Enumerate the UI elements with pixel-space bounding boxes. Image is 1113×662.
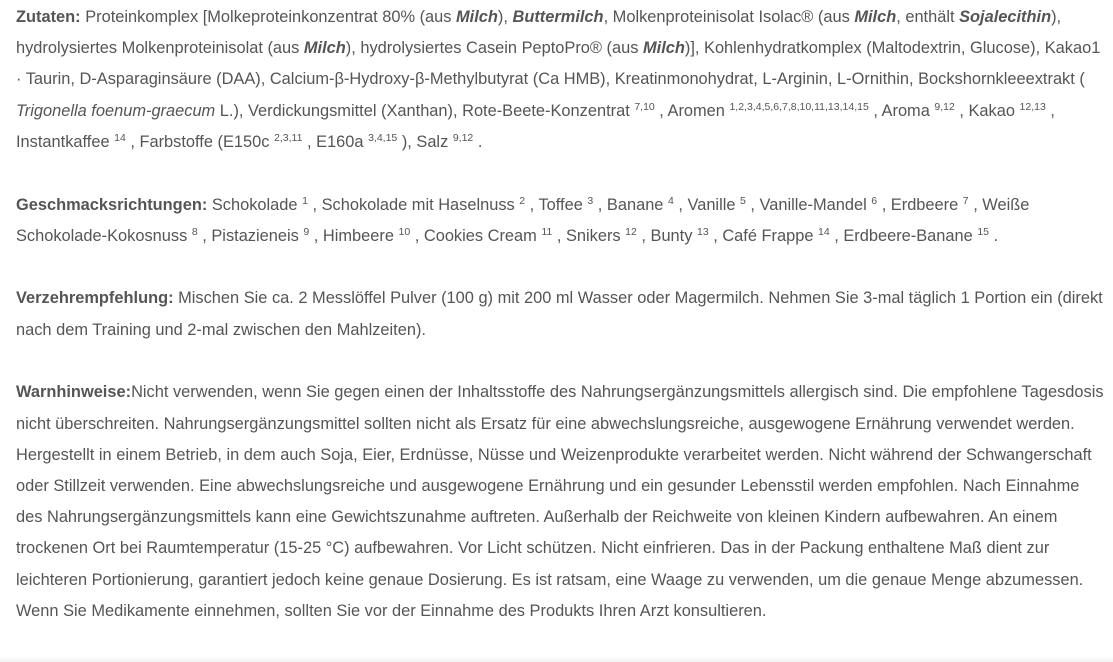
product-description [16, 2, 1108, 658]
allergen-buttermilch: Buttermilch [512, 8, 604, 26]
flavor-item: , Vanille-Mandel [745, 195, 872, 214]
footnote-ref: 2 [519, 194, 526, 207]
footnote-ref: 3 [587, 194, 594, 207]
ingredients-text: ), hydrolysiertes Casein PeptoPro® (aus [345, 39, 643, 58]
ingredients-paragraph [16, 2, 1108, 158]
dosage-text: Mischen Sie ca. 2 Messlöffel Pulver (100 g) mit 200 ml Wasser oder Magermilch. Nehmen Sie 3-mal täglich 1 Portion ein (direkt nach dem Training und 2-mal zwischen den Mahlzeiten). [16, 289, 1103, 339]
flavor-item: , Vanille [673, 195, 741, 214]
flavor-item: , Pistazieneis [197, 226, 304, 245]
flavor-item: , Erdbeere [877, 195, 963, 214]
ingredients-text: , Kakao [954, 101, 1020, 120]
footnote-ref: 15 [977, 225, 989, 238]
ingredients-text: L.), Verdickungsmittel (Xanthan), Rote-Beete-Konzentrat [215, 101, 635, 120]
flavor-item: , Banane [593, 195, 668, 214]
warnings-text: Nicht verwenden, wenn Sie gegen einen der Inhaltsstoffe des Nahrungsergänzungsmittels allergisch sind. Die empfohlene Tagesdosis nicht überschreiten. Nahrungsergänzungsmittel sollten nicht als Ersatz für eine abwechslungsreiche, ausgewogene Ernährung verwendet werden. Hergestellt in einem Betrieb, in dem auch Soja, Eier, Erdnüsse, Nüsse und Weizenprodukte verarbeitet werden. Nicht während der Schwangerschaft oder Stillzeit verwenden. Eine abwechslungsreiche und ausgewogene Ernährung und ein gesunder Lebensstil werden empfohlen. Nach Einnahme des Nahrungsergänzungsmittels kann eine Gewichtszunahme auftreten. Außerhalb der Reichweite von kleinen Kindern aufbewahren. An einem trockenen Ort bei Raumtemperatur (15-25 °C) aufbewahren. Vor Licht schützen. Nicht einfrieren. Das in der Packung enthaltene Maß dient zur leichteren Portionierung, garantiert jedoch keine genaue Dosierung. Es ist ratsam, eine Waage zu verwenden, um die genaue Menge abzumessen. Wenn Sie Medikamente einnehmen, sollten Sie vor der Einnahme des Produkts Ihren Arzt konsultieren. [16, 383, 1104, 620]
ingredients-text: , Farbstoffe (E150c [125, 132, 275, 151]
footnote-ref: 11 [541, 225, 553, 238]
ingredients-text: , Aroma [868, 101, 935, 120]
ingredients-text: , Aromen [654, 101, 730, 120]
flavors-paragraph [16, 190, 1108, 252]
flavors-end: . [989, 226, 999, 245]
footnote-ref: 1 [302, 194, 308, 207]
allergen-milch: Milch [303, 39, 346, 58]
flavor-item: , Toffee [525, 195, 588, 214]
ingredients-label: Zutaten: [16, 8, 81, 26]
footnote-ref: 14 [818, 225, 830, 238]
ingredients-text: Proteinkomplex [Molkeproteinkonzentrat 80% (aus [80, 8, 457, 26]
flavors-label: Geschmacksrichtungen: [16, 195, 208, 214]
allergen-milch: Milch [456, 8, 498, 26]
allergen-sojalecithin: Sojalecithin [959, 8, 1052, 26]
flavor-item: Schokolade [207, 195, 303, 214]
footnote-ref: 1,2,3,4,5,6,7,8,10,11,13,14,15 [729, 100, 869, 113]
footnote-ref: 9,12 [934, 100, 955, 113]
ingredients-text: )], Kohlenhydratkomplex (Maltodextrin, Glucose), Kakao1 · Taurin, D-Asparaginsäure (DAA), Calcium-β-Hydroxy-β-Methylbutyrat (Ca HMB), Kreatinmonohydrat, L-Arginin, L-Ornithin, Bockshornkleeextrakt ( [16, 39, 1101, 89]
dosage-label: Verzehrempfehlung: [16, 289, 174, 308]
ingredients-text: , E160a [302, 132, 369, 151]
footnote-ref: 7 [962, 194, 969, 207]
bottom-divider [0, 656, 1113, 662]
footnote-ref: 14 [114, 131, 126, 144]
footnote-ref: 10 [398, 225, 411, 238]
footnote-ref: 4 [667, 194, 674, 207]
flavor-item: , Bunty [636, 226, 697, 245]
footnote-ref: 9 [303, 225, 310, 238]
ingredients-text: . [473, 132, 483, 151]
flavor-item: , Cookies Cream [410, 226, 542, 245]
warnings-label: Warnhinweise: [16, 383, 132, 402]
flavor-item: , Schokolade mit Haselnuss [307, 195, 520, 214]
footnote-ref: 2,3,11 [274, 131, 303, 144]
footnote-ref: 12,13 [1019, 100, 1046, 113]
footnote-ref: 5 [740, 194, 746, 207]
footnote-ref: 9,12 [452, 131, 474, 144]
footnote-ref: 12 [625, 225, 637, 238]
footnote-ref: 6 [871, 194, 878, 207]
ingredients-text: , enthält [896, 8, 960, 26]
latin-name: Trigonella foenum-graecum [16, 101, 216, 120]
ingredients-text: , Instantkaffee [16, 101, 1055, 151]
ingredients-text: ), Salz [397, 132, 453, 151]
flavor-item: , Himbeere [309, 226, 399, 245]
ingredients-text: , Molkenproteinisolat Isolac® (aus [603, 8, 855, 26]
footnote-ref: 13 [696, 225, 709, 238]
ingredients-text: ), [497, 8, 513, 26]
flavor-item: , Erdbeere-Banane [829, 226, 978, 245]
flavor-item: , Weiße Schokolade-Kokosnuss [16, 195, 1030, 245]
ingredients-text: ), hydrolysiertes Molkenproteinisolat (aus [16, 8, 1062, 58]
allergen-milch: Milch [643, 39, 685, 58]
footnote-ref: 8 [191, 225, 198, 238]
flavor-item: , Snikers [552, 226, 626, 245]
footnote-ref: 3,4,15 [368, 131, 398, 144]
warnings-paragraph [16, 377, 1108, 627]
footnote-ref: 7,10 [634, 100, 655, 113]
allergen-milch: Milch [854, 8, 897, 26]
dosage-paragraph [16, 283, 1108, 345]
flavor-item: , Café Frappe [708, 226, 818, 245]
